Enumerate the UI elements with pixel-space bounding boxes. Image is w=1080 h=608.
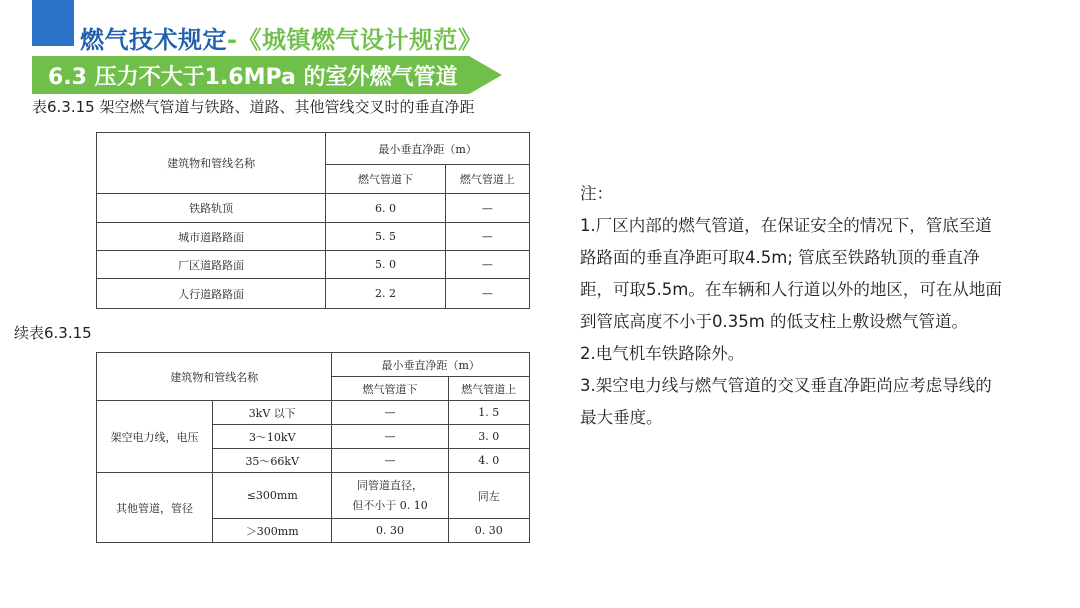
table-row [97, 473, 530, 519]
table2-below-line1: 同管道直径， [356, 478, 423, 492]
notes-panel [580, 178, 1005, 434]
section-title: 6.3 压力不大于1.6MPa 的室外燃气管道 [48, 65, 458, 90]
page-title [80, 20, 482, 55]
table1-header-above: 燃气管道上 [445, 165, 529, 194]
table1-caption: 表6.3.15 架空燃气管道与铁路、道路、其他管线交叉时的垂直净距 [32, 98, 475, 116]
table1-row-below: 2. 2 [326, 279, 446, 309]
table-row [97, 194, 530, 223]
table2-sub: 35～66kV [213, 449, 332, 473]
table1-header-below: 燃气管道下 [326, 165, 446, 194]
table1-row-name: 铁路轨顶 [97, 194, 326, 223]
note-item: 3.架空电力线与燃气管道的交叉垂直净距尚应考虑导线的最大垂度。 [580, 376, 992, 427]
table1-header-min: 最小垂直净距（m） [326, 133, 530, 165]
table-row [97, 279, 530, 309]
table2-above: 同左 [448, 473, 530, 519]
table2-caption: 续表6.3.15 [14, 324, 92, 342]
table1-row-above: — [445, 251, 529, 279]
notes-title: 注： [580, 184, 613, 203]
table2-sub: 3～10kV [213, 425, 332, 449]
table1-row-above: — [445, 194, 529, 223]
table2-header-above: 燃气管道上 [448, 377, 530, 401]
table1-row-below: 5. 0 [326, 251, 446, 279]
table1-row-name: 城市道路路面 [97, 223, 326, 251]
table2-header-name: 建筑物和管线名称 [97, 353, 332, 401]
table1-row-name: 厂区道路路面 [97, 251, 326, 279]
note-item: 1.厂区内部的燃气管道，在保证安全的情况下，管底至道路路面的垂直净距可取4.5m; 管底至铁路轨顶的垂直净距，可取5.5m。在车辆和人行道以外的地区，可在从地面到管底高度不小于0.35m 的低支柱上敷设燃气管道。 [580, 216, 1002, 331]
table2-header-below: 燃气管道下 [332, 377, 448, 401]
table2-below: 0. 30 [332, 519, 448, 543]
table1-row-above: — [445, 223, 529, 251]
table2-below-line2: 但不小于 0. 10 [352, 498, 428, 512]
page-title-main: 燃气技术规定 [80, 26, 227, 54]
table1-row-above: — [445, 279, 529, 309]
table-row [97, 251, 530, 279]
table2-sub: 3kV 以下 [213, 401, 332, 425]
table2-header-min: 最小垂直净距（m） [332, 353, 530, 377]
table2-above: 4. 0 [448, 449, 530, 473]
table2-sub: ≤300mm [213, 473, 332, 519]
table2-above: 0. 30 [448, 519, 530, 543]
table2-below: — [332, 425, 448, 449]
table2-below: — [332, 449, 448, 473]
table2-above: 1. 5 [448, 401, 530, 425]
table1-row-name: 人行道路路面 [97, 279, 326, 309]
table2-sub: ＞300mm [213, 519, 332, 543]
table1-header-name: 建筑物和管线名称 [97, 133, 326, 194]
clearance-table-continued [96, 352, 530, 543]
table1-row-below: 6. 0 [326, 194, 446, 223]
table2-pipe-group: 其他管道，管径 [97, 473, 213, 543]
clearance-table [96, 132, 530, 309]
table-row [97, 223, 530, 251]
table2-below: — [332, 401, 448, 425]
table2-below [332, 473, 448, 519]
table2-power-group: 架空电力线，电压 [97, 401, 213, 473]
note-item: 2.电气机车铁路除外。 [580, 344, 745, 363]
table1-row-below: 5. 5 [326, 223, 446, 251]
page-title-sub: -《城镇燃气设计规范》 [227, 26, 483, 54]
table-row [97, 401, 530, 425]
table2-above: 3. 0 [448, 425, 530, 449]
header-accent-block [32, 0, 74, 46]
